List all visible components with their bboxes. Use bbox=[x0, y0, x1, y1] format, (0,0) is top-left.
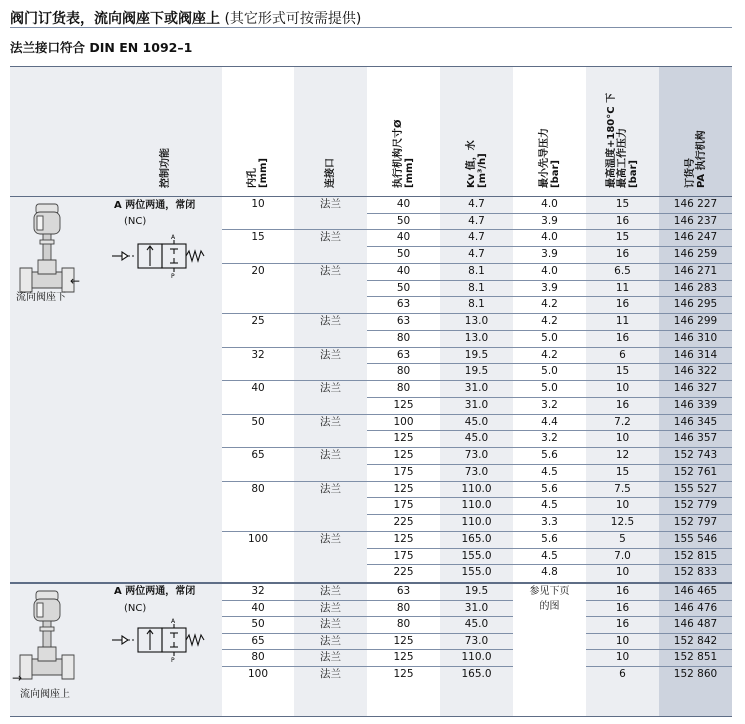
actuator-cell: 63 bbox=[396, 348, 411, 361]
kv-cell: 13.0 bbox=[464, 315, 489, 328]
bore-cell: 15 bbox=[251, 231, 265, 244]
kv-cell: 19.5 bbox=[464, 365, 489, 378]
pmax-cell: 15 bbox=[615, 465, 630, 478]
bore-cell: 32 bbox=[251, 348, 265, 361]
pilot-cell: 5.6 bbox=[541, 449, 558, 462]
kv-cell: 19.5 bbox=[464, 585, 489, 598]
header-pilot-col bbox=[513, 74, 586, 194]
header-actuator-col bbox=[367, 74, 440, 194]
pmax-cell: 16 bbox=[615, 331, 630, 344]
order-cell: 146 259 bbox=[673, 248, 718, 261]
actuator-cell: 50 bbox=[396, 248, 411, 261]
order-cell: 146 271 bbox=[673, 264, 718, 277]
pilot-cell: 3.2 bbox=[541, 398, 558, 411]
pilot-note-line1: 参见下页 bbox=[529, 586, 570, 598]
pilot-cell: 4.8 bbox=[541, 566, 558, 579]
header-kv-col bbox=[440, 74, 513, 194]
conn-cell: 法兰 bbox=[320, 348, 341, 361]
actuator-cell: 125 bbox=[393, 532, 414, 545]
pmax-cell: 7.2 bbox=[614, 415, 631, 428]
actuator-cell: 80 bbox=[396, 331, 411, 344]
valve-drawing-icon bbox=[14, 585, 104, 695]
header-text-pmax-col bbox=[606, 92, 639, 188]
bore-cell: 20 bbox=[251, 264, 265, 277]
function-nc: (NC) bbox=[124, 603, 147, 615]
order-cell: 146 476 bbox=[673, 601, 718, 614]
pmax-cell: 16 bbox=[615, 601, 630, 614]
order-cell: 152 851 bbox=[673, 651, 718, 664]
kv-cell: 110.0 bbox=[461, 482, 492, 495]
conn-cell: 法兰 bbox=[320, 618, 341, 631]
header-text-conn-col bbox=[325, 158, 336, 188]
conn-cell: 法兰 bbox=[320, 264, 341, 277]
actuator-cell: 125 bbox=[393, 651, 414, 664]
conn-cell: 法兰 bbox=[320, 315, 341, 328]
kv-cell: 31.0 bbox=[464, 601, 489, 614]
pmax-cell: 6 bbox=[619, 348, 626, 361]
kv-cell: 73.0 bbox=[464, 465, 489, 478]
order-cell: 146 487 bbox=[673, 618, 718, 631]
two-way-valve-symbol-icon bbox=[110, 232, 220, 278]
header-order-col bbox=[659, 74, 732, 194]
actuator-cell: 50 bbox=[396, 281, 411, 294]
pmax-cell: 16 bbox=[615, 618, 630, 631]
pmax-cell: 6 bbox=[619, 667, 626, 680]
kv-cell: 73.0 bbox=[464, 634, 489, 647]
actuator-cell: 125 bbox=[393, 449, 414, 462]
pilot-cell: 4.5 bbox=[541, 465, 558, 478]
order-cell: 146 310 bbox=[673, 331, 718, 344]
header-conn-col bbox=[294, 74, 367, 194]
bore-cell: 10 bbox=[251, 198, 265, 210]
kv-cell: 19.5 bbox=[464, 348, 489, 361]
header-text-pilot-col bbox=[538, 128, 561, 188]
actuator-cell: 63 bbox=[396, 585, 411, 598]
kv-cell: 4.7 bbox=[468, 214, 485, 227]
actuator-cell: 125 bbox=[393, 482, 414, 495]
kv-cell: 155.0 bbox=[461, 549, 492, 562]
kv-cell: 8.1 bbox=[468, 281, 485, 294]
order-cell: 146 357 bbox=[673, 432, 718, 445]
pmax-cell: 12 bbox=[615, 449, 630, 462]
order-cell: 146 247 bbox=[673, 231, 718, 244]
conn-cell: 法兰 bbox=[320, 198, 341, 210]
conn-cell: 法兰 bbox=[320, 651, 341, 664]
header-function-col bbox=[108, 74, 222, 194]
pmax-cell: 16 bbox=[615, 248, 630, 261]
kv-cell: 73.0 bbox=[464, 449, 489, 462]
page-title bbox=[10, 8, 361, 28]
actuator-cell: 125 bbox=[393, 634, 414, 647]
bore-cell: 50 bbox=[251, 415, 265, 428]
kv-cell: 8.1 bbox=[468, 298, 485, 311]
subtitle: 法兰接口符合 DIN EN 1092–1 bbox=[10, 40, 193, 55]
order-cell: 155 546 bbox=[673, 532, 718, 545]
pilot-cell: 4.5 bbox=[541, 549, 558, 562]
page-title-note: (其它形式可按需提供) bbox=[220, 11, 362, 27]
order-cell: 146 227 bbox=[673, 198, 718, 210]
actuator-cell: 175 bbox=[393, 465, 414, 478]
header-text-order-col bbox=[684, 130, 707, 188]
header-bore-col bbox=[222, 74, 294, 194]
valve-symbol-icon bbox=[110, 616, 220, 662]
conn-cell: 法兰 bbox=[320, 601, 341, 614]
order-cell: 146 345 bbox=[673, 415, 718, 428]
kv-cell: 110.0 bbox=[461, 516, 492, 529]
order-cell: 146 465 bbox=[673, 585, 718, 598]
pilot-cell: 3.9 bbox=[541, 248, 558, 261]
actuator-cell: 175 bbox=[393, 499, 414, 512]
conn-cell: 法兰 bbox=[320, 482, 341, 495]
bore-cell: 50 bbox=[251, 618, 265, 631]
flow-label: 流向阀座上 bbox=[20, 689, 70, 701]
pilot-note bbox=[513, 584, 586, 614]
order-cell: 146 322 bbox=[673, 365, 718, 378]
pmax-cell: 11 bbox=[615, 281, 630, 294]
header-line: [mm] bbox=[403, 158, 415, 188]
order-cell: 146 314 bbox=[673, 348, 718, 361]
conn-cell: 法兰 bbox=[320, 382, 341, 395]
kv-cell: 4.7 bbox=[468, 198, 485, 210]
pmax-cell: 7.0 bbox=[614, 549, 631, 562]
order-cell: 152 743 bbox=[673, 449, 718, 462]
function-label: A 两位两通，常闭 bbox=[114, 200, 196, 211]
pilot-cell: 5.6 bbox=[541, 532, 558, 545]
pilot-cell: 5.0 bbox=[541, 365, 558, 378]
valve-symbol-icon bbox=[110, 232, 220, 278]
port-a-label: A bbox=[171, 234, 176, 241]
kv-cell: 13.0 bbox=[464, 331, 489, 344]
header-line: 订货号 bbox=[684, 158, 696, 188]
header-line: [bar] bbox=[628, 160, 639, 188]
flow-label: 流向阀座下 bbox=[16, 292, 66, 303]
conn-cell: 法兰 bbox=[320, 415, 341, 428]
conn-cell: 法兰 bbox=[320, 532, 341, 545]
kv-cell: 45.0 bbox=[464, 415, 489, 428]
actuator-cell: 50 bbox=[396, 214, 411, 227]
order-cell: 152 797 bbox=[673, 516, 718, 529]
bore-cell: 25 bbox=[251, 315, 265, 328]
bore-cell: 65 bbox=[251, 449, 265, 462]
kv-cell: 45.0 bbox=[464, 618, 489, 631]
pilot-cell: 3.9 bbox=[541, 214, 558, 227]
pmax-cell: 10 bbox=[615, 382, 630, 395]
pilot-cell: 3.2 bbox=[541, 432, 558, 445]
actuator-cell: 80 bbox=[396, 382, 411, 395]
pmax-cell: 10 bbox=[615, 651, 630, 664]
bore-cell: 80 bbox=[251, 651, 265, 664]
bore-cell: 100 bbox=[247, 667, 269, 680]
conn-cell: 法兰 bbox=[320, 585, 341, 598]
pmax-cell: 16 bbox=[615, 398, 630, 411]
conn-cell: 法兰 bbox=[320, 667, 341, 680]
header-text-bore-col bbox=[247, 158, 269, 188]
actuator-cell: 63 bbox=[396, 298, 411, 311]
header-line: [mm] bbox=[258, 158, 269, 188]
actuator-cell: 80 bbox=[396, 601, 411, 614]
function-nc: (NC) bbox=[124, 216, 147, 227]
header-line: PA 执行机构 bbox=[695, 130, 707, 188]
pilot-cell: 3.3 bbox=[541, 516, 558, 529]
flow-arrow: → bbox=[12, 671, 23, 686]
header-line: 最高温度+180°C 下 bbox=[606, 92, 617, 188]
pmax-cell: 15 bbox=[615, 198, 630, 210]
actuator-cell: 125 bbox=[393, 432, 414, 445]
order-cell: 146 295 bbox=[673, 298, 718, 311]
kv-cell: 8.1 bbox=[468, 264, 485, 277]
header-pmax-col bbox=[586, 74, 659, 194]
order-cell: 146 327 bbox=[673, 382, 718, 395]
bore-cell: 100 bbox=[247, 532, 269, 545]
pilot-cell: 4.4 bbox=[541, 415, 558, 428]
order-cell: 146 237 bbox=[673, 214, 718, 227]
order-cell: 152 833 bbox=[673, 566, 718, 579]
actuator-cell: 40 bbox=[396, 231, 411, 244]
kv-cell: 4.7 bbox=[468, 248, 485, 261]
header-line: Kv 值，水 bbox=[465, 140, 477, 188]
pilot-cell: 4.2 bbox=[541, 348, 558, 361]
pmax-cell: 12.5 bbox=[610, 516, 635, 529]
actuator-cell: 225 bbox=[393, 566, 414, 579]
actuator-cell: 80 bbox=[396, 365, 411, 378]
pmax-cell: 10 bbox=[615, 566, 630, 579]
actuator-cell: 125 bbox=[393, 398, 414, 411]
pilot-cell: 4.0 bbox=[541, 264, 558, 277]
pmax-cell: 5 bbox=[619, 532, 626, 545]
header-line: [bar] bbox=[549, 160, 561, 188]
kv-cell: 165.0 bbox=[461, 532, 492, 545]
port-p-label: P bbox=[171, 657, 175, 663]
pmax-cell: 7.5 bbox=[614, 482, 631, 495]
kv-cell: 45.0 bbox=[464, 432, 489, 445]
pmax-cell: 15 bbox=[615, 365, 630, 378]
angle-seat-valve-icon bbox=[14, 585, 104, 695]
kv-cell: 110.0 bbox=[461, 651, 492, 664]
pmax-cell: 10 bbox=[615, 432, 630, 445]
conn-cell: 法兰 bbox=[320, 449, 341, 462]
order-cell: 146 299 bbox=[673, 315, 718, 328]
pilot-cell: 4.2 bbox=[541, 315, 558, 328]
pilot-cell: 4.2 bbox=[541, 298, 558, 311]
conn-cell: 法兰 bbox=[320, 634, 341, 647]
bore-cell: 32 bbox=[251, 585, 265, 598]
bore-cell: 40 bbox=[251, 382, 265, 395]
kv-cell: 31.0 bbox=[464, 398, 489, 411]
order-cell: 146 283 bbox=[673, 281, 718, 294]
kv-cell: 165.0 bbox=[461, 667, 492, 680]
header-text-actuator-col bbox=[392, 119, 415, 188]
order-cell: 152 815 bbox=[673, 549, 718, 562]
actuator-cell: 40 bbox=[396, 264, 411, 277]
actuator-cell: 125 bbox=[393, 667, 414, 680]
actuator-cell: 175 bbox=[393, 549, 414, 562]
actuator-cell: 40 bbox=[396, 198, 411, 210]
header-line: 最小先导压力 bbox=[538, 128, 550, 188]
bore-cell: 80 bbox=[251, 482, 265, 495]
header-text-function-col bbox=[159, 148, 171, 188]
conn-cell: 法兰 bbox=[320, 231, 341, 244]
port-p-label: P bbox=[171, 273, 175, 278]
order-cell: 146 339 bbox=[673, 398, 718, 411]
flow-arrow: ← bbox=[70, 274, 81, 288]
page-title-bold: 阀门订货表，流向阀座下或阀座上 bbox=[10, 11, 220, 27]
table-top-rule bbox=[10, 66, 732, 67]
actuator-cell: 100 bbox=[393, 415, 414, 428]
actuator-cell: 80 bbox=[396, 618, 411, 631]
pmax-cell: 11 bbox=[615, 315, 630, 328]
order-cell: 152 779 bbox=[673, 499, 718, 512]
pmax-cell: 10 bbox=[615, 499, 630, 512]
table-bottom-rule bbox=[10, 716, 732, 717]
pilot-cell: 4.0 bbox=[541, 231, 558, 244]
bore-cell: 65 bbox=[251, 634, 265, 647]
pilot-cell: 5.6 bbox=[541, 482, 558, 495]
header-line: 内孔 bbox=[247, 168, 258, 188]
pilot-cell: 4.0 bbox=[541, 198, 558, 210]
header-line: 控制功能 bbox=[159, 148, 171, 188]
function-label: A 两位两通，常闭 bbox=[114, 586, 196, 598]
order-cell: 155 527 bbox=[673, 482, 718, 495]
bore-cell: 40 bbox=[251, 601, 265, 614]
header-line: [m³/h] bbox=[476, 153, 488, 188]
pilot-cell: 4.5 bbox=[541, 499, 558, 512]
two-way-valve-symbol-icon bbox=[110, 616, 220, 662]
port-a-label: A bbox=[171, 618, 176, 626]
header-line: 连接口 bbox=[325, 158, 336, 188]
kv-cell: 110.0 bbox=[461, 499, 492, 512]
kv-cell: 4.7 bbox=[468, 231, 485, 244]
pilot-cell: 3.9 bbox=[541, 281, 558, 294]
pmax-cell: 16 bbox=[615, 585, 630, 598]
pmax-cell: 16 bbox=[615, 298, 630, 311]
header-text-kv-col bbox=[465, 140, 488, 188]
pilot-cell: 5.0 bbox=[541, 331, 558, 344]
pilot-note-line2: 的图 bbox=[539, 601, 560, 613]
actuator-cell: 225 bbox=[393, 516, 414, 529]
pmax-cell: 15 bbox=[615, 231, 630, 244]
title-rule bbox=[10, 27, 732, 28]
order-cell: 152 860 bbox=[673, 667, 718, 680]
actuator-cell: 63 bbox=[396, 315, 411, 328]
kv-cell: 155.0 bbox=[461, 566, 492, 579]
order-cell: 152 842 bbox=[673, 634, 718, 647]
order-cell: 152 761 bbox=[673, 465, 718, 478]
header-line: 执行机构尺寸Ø bbox=[392, 119, 404, 188]
kv-cell: 31.0 bbox=[464, 382, 489, 395]
pilot-cell: 5.0 bbox=[541, 382, 558, 395]
header-line: 最高工作压力 bbox=[617, 128, 628, 188]
pmax-cell: 10 bbox=[615, 634, 630, 647]
pmax-cell: 6.5 bbox=[614, 264, 631, 277]
pmax-cell: 16 bbox=[615, 214, 630, 227]
